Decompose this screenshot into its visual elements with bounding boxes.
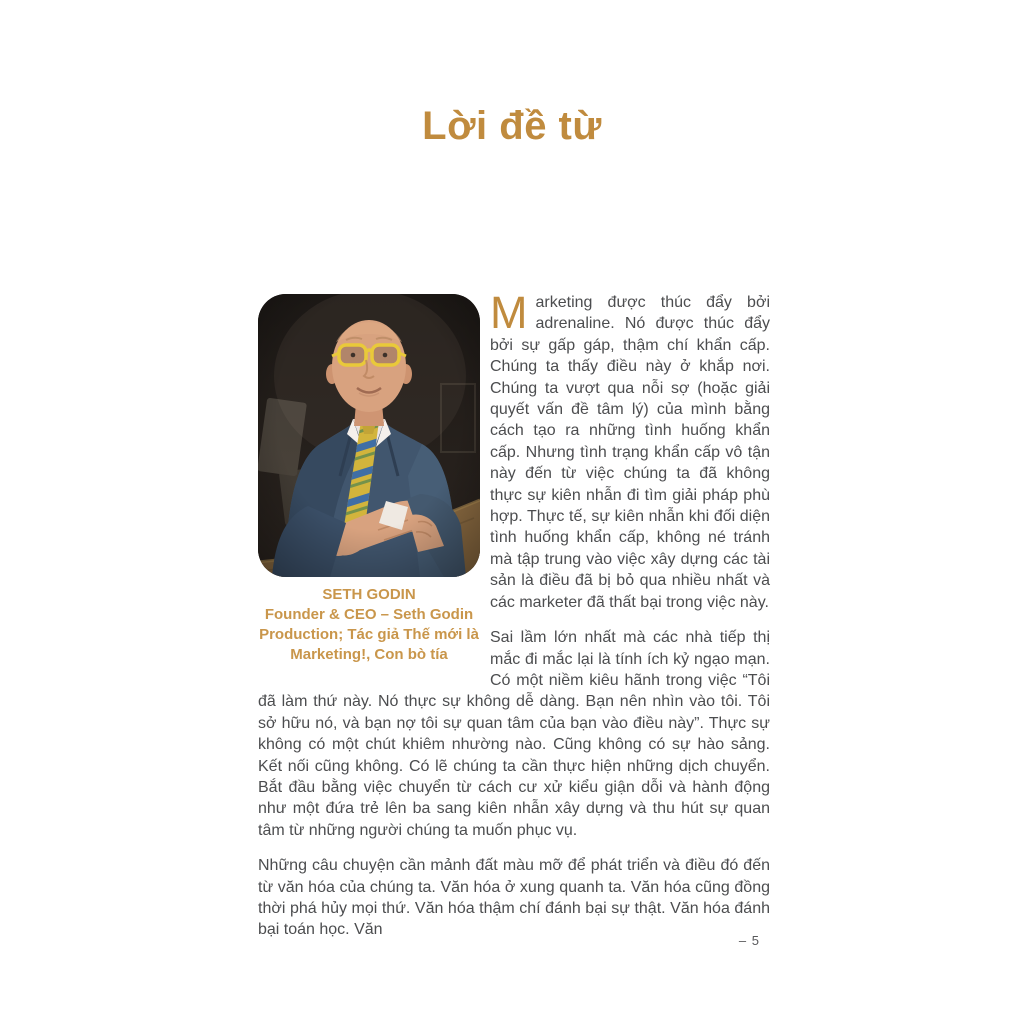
caption-role-line: Founder & CEO – Seth Godin xyxy=(264,606,474,623)
page-number: – 5 xyxy=(738,933,760,948)
caption-role-line: Production; Tác giả Thế mới là xyxy=(259,626,479,643)
caption-role-line: Marketing!, Con bò tía xyxy=(290,646,448,663)
page-content xyxy=(258,287,770,941)
seth-godin-photo xyxy=(258,294,480,577)
paragraph-text: arketing được thúc đẩy bởi adrenaline. Nó được thúc đẩy bởi sự gấp gáp, thậm chí khẩn cấp. Chúng ta thấy điều này ở khắp nơi. Chúng ta vượt qua nỗi sợ (hoặc giải quyết vấn đề tâm lý) của mình bằng cách tạo ra những tình huống khẩn cấp. Nhưng tình trạng khẩn cấp vô tận này đến từ việc chúng ta đã không thực sự kiên nhẫn đi tìm giải pháp phù hợp. Thực tế, sự kiên nhẫn khi đối diện tình huống khẩn cấp, không né tránh mà tập trung vào việc xây dựng các tài sản là điều đã bị bỏ qua nhiều nhất và các marketer đã thất bại trong việc này. xyxy=(490,294,770,611)
drop-cap: M xyxy=(490,287,528,338)
author-figure xyxy=(258,294,480,665)
portrait-illustration xyxy=(258,294,480,577)
body-paragraph-2: Sai lầm lớn nhất mà các nhà tiếp thị mắc đi mắc lại là tính ích kỷ ngạo mạn. Có một niềm kiêu hãnh trong việc “Tôi đã làm thứ này. Nó thực sự không dễ dàng. Bạn nên nhìn vào tôi. Tôi sở hữu nó, và bạn nợ tôi sự quan tâm của bạn vào điều này”. Thực sự không có một chút khiêm nhường nào. Cũng không có sự hào sảng. Kết nối cũng không. Có lẽ chúng ta cần thực hiện những dịch chuyển. Bắt đầu bằng việc chuyển từ cách cư xử kiểu giận dỗi và hành động như một đứa trẻ lên ba sang kiên nhẫn xây dựng và thu hút sự quan tâm từ những người chúng ta muốn phục vụ. xyxy=(258,629,770,839)
photo-caption xyxy=(258,585,480,665)
page-title: Lời đề từ xyxy=(422,104,602,148)
caption-author-name: SETH GODIN xyxy=(322,586,416,603)
body-paragraph-3: Những câu chuyện cần mảnh đất màu mỡ để phát triển và điều đó đến từ văn hóa của chúng ta. Văn hóa ở xung quanh ta. Văn hóa cũng đồng thời phá hủy mọi thứ. Văn hóa thậm chí đánh bại sự thật. Văn hóa đánh bại toán học. Văn xyxy=(258,857,770,939)
